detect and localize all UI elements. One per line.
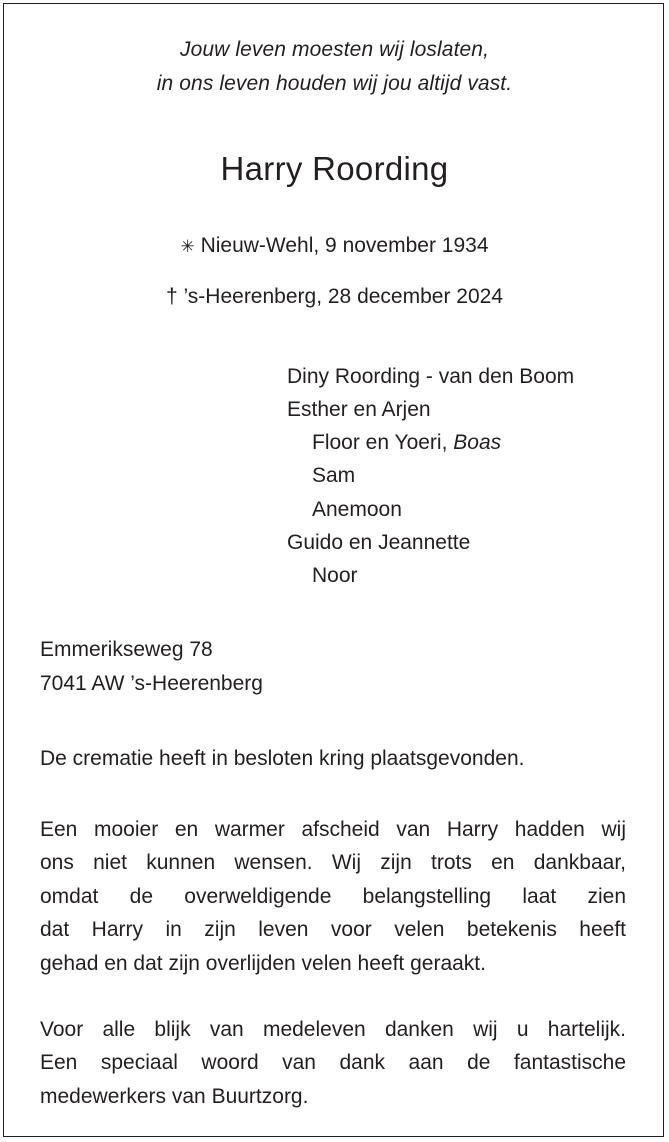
death-line [4, 285, 665, 309]
family-line-3 [312, 431, 501, 455]
thanks-line-2: ons niet kunnen wensen. Wij zijn trots en dankbaar, [40, 851, 626, 875]
thanks-line-1: Een mooier en warmer afscheid van Harry hadden wij [40, 818, 626, 841]
deceased-name: Harry Roording [220, 150, 449, 187]
family-line-1: Diny Roording - van den Boom [287, 365, 575, 388]
cremation-text: De crematie heeft in besloten kring plaatsgevonden. [40, 747, 525, 770]
thanks-line-5: gehad en dat zijn overlijden velen heeft geraakt. [40, 951, 486, 975]
address-street: Emmerikseweg 78 [40, 638, 213, 661]
star-birth-icon: ✳ [180, 237, 195, 256]
birth-text: Nieuw-Wehl, 9 november 1934 [200, 234, 489, 257]
gratitude-paragraph [40, 1013, 626, 1113]
family-line-2: Esther en Arjen [287, 398, 431, 421]
family-line-3-italic: Boas [453, 431, 502, 454]
birth-line [4, 234, 665, 258]
gratitude-line-3: medewerkers van Buurtzorg. [40, 1084, 309, 1108]
cross-death-icon: † [165, 285, 178, 308]
family-line-3-plain: Floor en Yoeri, [312, 431, 454, 454]
thanks-line-4: dat Harry in zijn leven voor velen betekenis heeft [40, 918, 626, 942]
death-notice-card [3, 3, 664, 1137]
quote-line-1: Jouw leven moesten wij loslaten, [179, 38, 490, 61]
family-line-4: Sam [312, 464, 356, 487]
gratitude-line-2: Een speciaal woord van dank aan de fantastische [40, 1051, 626, 1075]
thanks-paragraph [40, 813, 626, 980]
quote-line-2: in ons leven houden wij jou altijd vast. [156, 72, 513, 95]
thanks-line-3: omdat de overweldigende belangstelling laat zien [40, 884, 626, 908]
family-line-5: Anemoon [312, 498, 402, 521]
gratitude-line-1: Voor alle blijk van medeleven danken wij u hartelijk. [40, 1018, 626, 1041]
family-line-6: Guido en Jeannette [287, 531, 471, 554]
death-text: ’s-Heerenberg, 28 december 2024 [183, 285, 503, 308]
address-city: 7041 AW ’s-Heerenberg [40, 672, 263, 695]
family-line-7: Noor [312, 564, 358, 587]
